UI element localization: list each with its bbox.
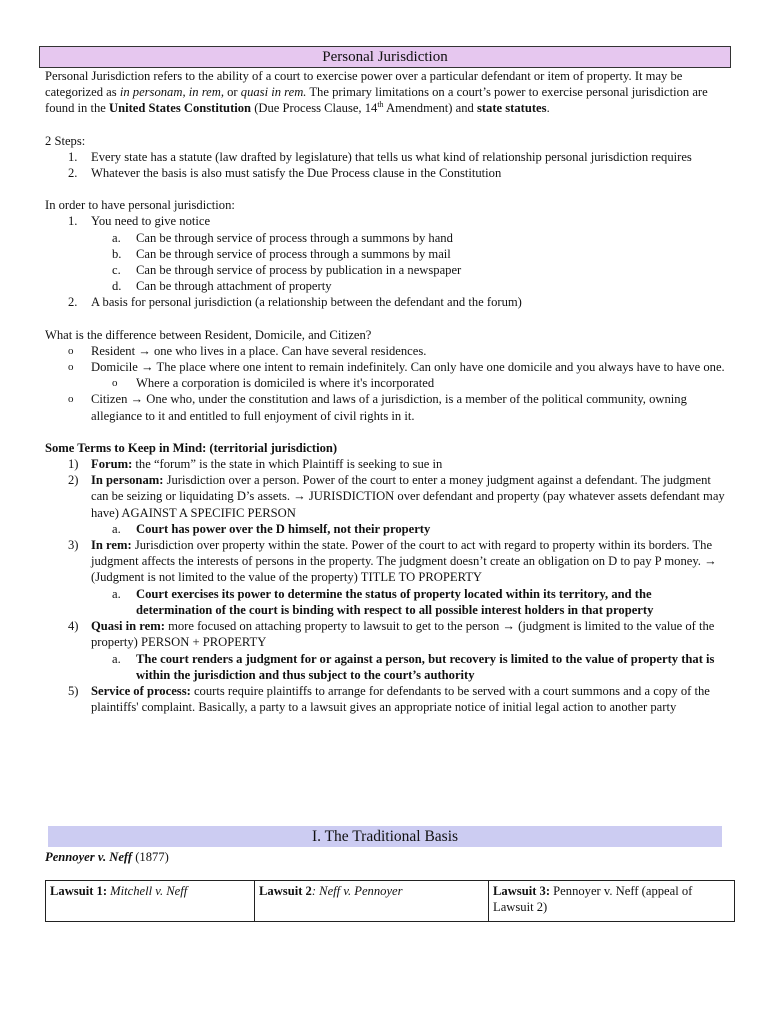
list-item-text: Can be through attachment of property — [136, 279, 332, 294]
terms-heading-text: Some Terms to Keep in Mind: (territorial jurisdiction) — [45, 440, 338, 455]
intro-text: The primary limitations on a court’s power to exercise personal jurisdiction are found in the — [45, 85, 708, 116]
list-item — [45, 537, 730, 586]
list-item — [45, 294, 730, 310]
list-marker: a. — [112, 230, 121, 245]
intro-bold-statutes: state statutes — [476, 101, 547, 116]
lawsuits-table — [45, 880, 735, 922]
sub-list-item — [45, 651, 730, 683]
list-marker: 2. — [68, 166, 78, 181]
term-text: courts require plaintiffs to arrange for defendants to be served with a court summons and a copy of the plaintiffs' complaint. Basically, a party to a lawsuit gives an appropriate notice of initial legal action to another party — [91, 683, 710, 715]
list-item-text: Citizen → One who, under the constitution and laws of a jurisdiction, is a member of the political community, owning allegiance to it and entitled to full enjoyment of civil rights in it. — [91, 392, 687, 423]
term-label: Forum: — [91, 457, 133, 472]
intro-text: Amendment) and — [383, 101, 477, 116]
steps-heading: 2 Steps: — [45, 133, 86, 148]
list-item-text: Every state has a statute (law drafted by legislature) that tells us what kind of relationship personal jurisdiction requires — [91, 149, 692, 164]
case-year: (1877) — [132, 850, 169, 864]
list-item-text: Can be through service of process through a summons by hand — [136, 230, 453, 245]
sub-list-item — [45, 246, 730, 262]
sub-list-item — [45, 586, 730, 618]
list-item-text: Domicile → The place where one intent to remain indefinitely. Can only have one domicile and you always have to have one. — [91, 360, 725, 375]
list-item-text: You need to give notice — [91, 214, 211, 229]
term-label: In rem: — [91, 538, 132, 553]
lawsuit-label: Lawsuit 2 — [259, 884, 312, 898]
requirements-heading: In order to have personal jurisdiction: — [45, 198, 235, 213]
list-item-text: Can be through service of process through a summons by mail — [136, 246, 451, 261]
list-item — [45, 391, 730, 423]
table-cell — [489, 881, 735, 922]
term-label: In personam: — [91, 473, 164, 488]
lawsuit-case: Mitchell v. Neff — [107, 884, 188, 898]
sub-list-item — [45, 521, 730, 537]
intro-superscript: th — [377, 100, 384, 110]
case-name: Pennoyer v. Neff — [45, 850, 133, 864]
list-item-text: Whatever the basis is also must satisfy the Due Process clause in the Constitution — [91, 166, 502, 181]
list-marker: a. — [112, 651, 121, 666]
list-marker: a. — [112, 521, 121, 536]
sub-list-item — [45, 278, 730, 294]
term-label: Service of process: — [91, 683, 191, 698]
intro-text: Personal Jurisdiction refers to the ability of a court to exercise power over a particular defendant or item of property. It may be categorized as — [45, 69, 683, 100]
table-cell — [255, 881, 489, 922]
term-detail: Court exercises its power to determine the status of property located within its territory, and the determination of the court is binding with respect to all possible interest holders in that property — [136, 586, 654, 617]
term-text: the “forum” is the state in which Plaintiff is seeking to sue in — [132, 457, 443, 472]
list-marker: a. — [112, 586, 121, 601]
lawsuit-case: Pennoyer v. Neff — [550, 884, 639, 898]
page-title: Personal Jurisdiction — [39, 46, 731, 68]
intro-bold-constitution: United States Constitution — [109, 101, 252, 116]
case-citation — [45, 849, 169, 865]
list-item — [45, 359, 730, 375]
term-text: more focused on attaching property to lawsuit to get to the person → (judgment is limited to the value of the property) PERSON + PROPERTY — [91, 619, 715, 650]
intro-italic-rem: in rem, — [188, 85, 224, 100]
list-item-text: Where a corporation is domiciled is where it's incorporated — [136, 376, 435, 391]
list-marker: 2) — [68, 473, 79, 488]
bullet-icon: o — [68, 361, 74, 374]
bullet-icon: o — [112, 377, 118, 390]
list-item — [45, 343, 730, 359]
list-item — [45, 456, 730, 472]
terms-heading — [45, 440, 730, 456]
table-cell — [46, 881, 255, 922]
list-item — [45, 213, 730, 229]
list-marker: 3) — [68, 538, 79, 553]
list-marker: d. — [112, 279, 122, 294]
intro-italic-quasi: quasi in rem. — [240, 85, 307, 100]
lawsuit-note: (appeal of Lawsuit 2) — [493, 884, 693, 914]
list-item — [45, 165, 730, 181]
list-marker: 4) — [68, 619, 79, 634]
term-detail: Court has power over the D himself, not their property — [136, 521, 431, 536]
intro-italic-personam: in personam, — [119, 85, 186, 100]
list-item-text: A basis for personal jurisdiction (a relationship between the defendant and the forum) — [91, 295, 522, 310]
sub-list-item — [45, 262, 730, 278]
table-row — [46, 881, 735, 922]
list-marker: 2. — [68, 295, 78, 310]
list-item — [45, 683, 730, 715]
lawsuit-label: Lawsuit 3: — [493, 884, 551, 898]
list-marker: b. — [112, 246, 122, 261]
list-item — [45, 472, 730, 521]
list-marker: 5) — [68, 683, 79, 698]
term-label: Quasi in rem: — [91, 619, 165, 634]
intro-paragraph — [45, 68, 730, 117]
intro-text: or — [223, 85, 241, 100]
intro-text: (Due Process Clause, 14 — [251, 101, 378, 116]
lawsuit-label: Lawsuit 1: — [50, 884, 108, 898]
list-marker: 1. — [68, 214, 78, 229]
term-detail: The court renders a judgment for or against a person, but recovery is limited to the value of property that is within the jurisdiction and thus subject to the court’s authority — [136, 651, 715, 682]
sub-list-item — [45, 230, 730, 246]
sub-list-item — [45, 375, 730, 391]
section-heading: I. The Traditional Basis — [48, 826, 722, 847]
intro-text: . — [546, 101, 550, 116]
list-marker: c. — [112, 263, 121, 278]
bullet-icon: o — [68, 344, 74, 357]
term-text: Jurisdiction over property within the state. Power of the court to act with regard to property within its borders. The judgment affects the interests of persons in the property. The judgment doesn’t create an obligation on D to pay P money. → (Judgment is not limited to the value of the property) TITLE TO PROPERTY — [91, 538, 717, 585]
lawsuit-case: : Neff v. Pennoyer — [311, 884, 403, 898]
difference-heading: What is the difference between Resident, Domicile, and Citizen? — [45, 327, 372, 342]
list-item-text: Resident → one who lives in a place. Can have several residences. — [91, 343, 427, 358]
list-item — [45, 618, 730, 650]
list-item — [45, 149, 730, 165]
list-marker: 1) — [68, 457, 79, 472]
bullet-icon: o — [68, 393, 74, 406]
document-page — [45, 46, 730, 715]
list-marker: 1. — [68, 149, 78, 164]
list-item-text: Can be through service of process by publication in a newspaper — [136, 263, 462, 278]
term-text: Jurisdiction over a person. Power of the court to enter a money judgment against a defendant. The judgment can be seizing or liquidating D’s assets. → JURISDICTION over defendant and property (pay whatever assets defendant may have) AGAINST A SPECIFIC PERSON — [91, 473, 725, 520]
